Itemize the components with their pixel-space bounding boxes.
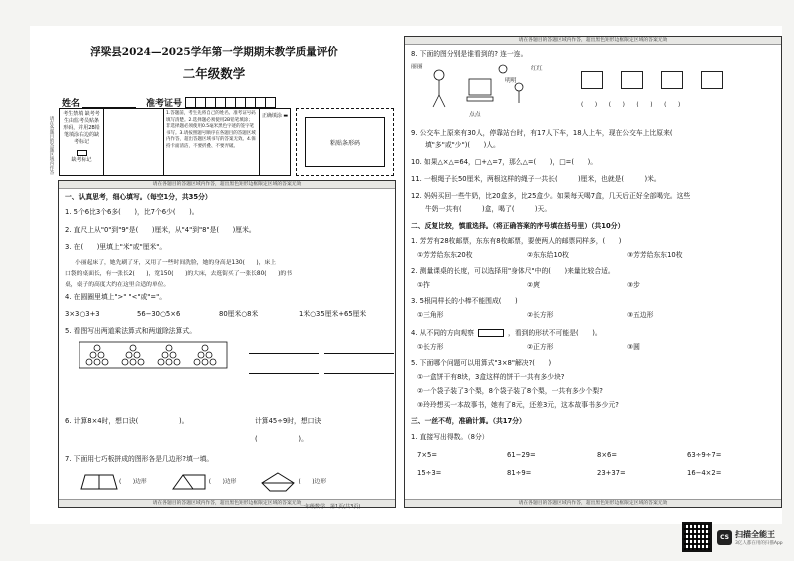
choice-2: 2. 测量课桌的长度，可以选择用"身体尺"中的( )来量比较合适。: [411, 267, 615, 275]
q10: 10. 如果△×△=64，□+△=7，那么△=( )，□=( )。: [411, 158, 598, 166]
kid-name: 丽丽: [411, 64, 423, 70]
match-slots[interactable]: ( ) ( ) ( ) ( ): [581, 102, 681, 108]
calc-item[interactable]: 81÷9=: [507, 469, 532, 477]
scanner-badge: [682, 522, 783, 552]
calc-item[interactable]: 15÷3=: [417, 469, 442, 477]
choice-4: 4. 从不同的方向观察 ，看到的形状不可能是( )。: [411, 329, 602, 337]
tangram-shape-2: [169, 471, 209, 493]
choice-2-opt[interactable]: ②庹: [527, 281, 540, 289]
choice-3-opt[interactable]: ①三角形: [417, 311, 444, 319]
badge-text: [735, 529, 783, 546]
tangram-row: [79, 471, 326, 493]
monitor-views: [581, 69, 741, 89]
choice-4-opt[interactable]: ③圆: [627, 343, 640, 351]
choice-4-opt[interactable]: ①长方形: [417, 343, 444, 351]
calc-item[interactable]: 7×5=: [417, 451, 438, 459]
choice-2-opt[interactable]: ①拃: [417, 281, 430, 289]
tangram-shape-3: [258, 471, 298, 493]
notice-missing: 考生禁填 缺考考生由监考员贴条形码，并用2B铅笔填涂右边的缺考标记 缺考标记: [60, 109, 104, 175]
calc-item[interactable]: 61−29=: [507, 451, 536, 459]
notice-barcode: [104, 109, 164, 175]
name-label: 姓名: [62, 99, 81, 109]
choice-4-opt[interactable]: ②正方形: [527, 343, 554, 351]
section-1: 一、认真思考，细心填写。（每空1分，共35分）: [65, 193, 212, 201]
box-shape-icon: [478, 329, 504, 337]
subject-title: 二年级数学: [182, 66, 246, 81]
calc-item[interactable]: 63÷9÷7=: [687, 451, 722, 459]
choice-3-opt[interactable]: ③五边形: [627, 311, 654, 319]
choice-2-opt[interactable]: ③步: [627, 281, 640, 289]
q2: 2. 直尺上从"0"到"9"是( )厘米，从"4"到"8"是( )厘米。: [65, 226, 256, 234]
badge-sub: 3亿人都在用的扫描App: [735, 540, 783, 546]
calc-item[interactable]: 23+37=: [597, 469, 626, 477]
choice-5-opt[interactable]: ③玲玲想买一本故事书，她有了8元，还差3元，这本故事书多少元?: [417, 401, 619, 409]
q5: 5. 看图写出两道乘法算式和两道除法算式。: [65, 327, 196, 335]
choice-1-opt[interactable]: ②东东给10枚: [527, 251, 569, 259]
section-2: 二、反复比较，慎重选择。（将正确答案的序号填在括号里）（共10分）: [411, 222, 625, 230]
tangram-item: ( )边形: [258, 471, 326, 493]
q1: 1. 5个6比3个6多( )，比7个6少( )。: [65, 208, 199, 216]
kid-name: 明明: [505, 78, 517, 84]
page-footer: 一年级数学 第1页(共3页): [300, 504, 361, 510]
id-box[interactable]: [265, 97, 276, 108]
missing-checkbox[interactable]: [77, 150, 87, 156]
q9b: 填"多"或"少")( )人。: [425, 141, 500, 149]
choice-5: 5. 下面哪个问题可以用算式"3×8"解决?( ): [411, 359, 552, 367]
q12b: 牛奶一共有( )盒，喝了( )天。: [425, 205, 552, 213]
tangram-item: ( )边形: [169, 471, 237, 493]
q6c: ( )。: [255, 435, 308, 443]
q12: 12. 妈妈买回一些牛奶，比20盒多，比25盒少。如果每天喝7盒，几天后正好全部喝完。这些: [411, 192, 691, 200]
fill-sample: 正确填涂 ▬: [261, 113, 289, 119]
answer-line[interactable]: [324, 353, 394, 354]
direct-calc: 1. 直接写出得数。（8分）: [411, 433, 489, 441]
answer-frame-left: [58, 180, 396, 508]
choice-1-opt[interactable]: ③芳芳给东东10枚: [627, 251, 683, 259]
q11: 11. 一根绳子长50厘米，两根这样的绳子一共长( )厘米，也就是( )米。: [411, 175, 661, 183]
left-column: [30, 26, 398, 524]
kid-name: 红红: [531, 66, 543, 72]
choice-1: 1. 芳芳有28枚邮票，东东有8枚邮票，要使两人的邮票同样多，( ): [411, 237, 622, 245]
q3-para-1: 小丽起床了，她先刷了牙，又用了一些时间洗脸，她的身高是130( )，床上: [75, 260, 277, 266]
qr-code: [682, 522, 712, 552]
answer-line[interactable]: [249, 373, 319, 374]
tangram-item: ( )边形: [79, 471, 147, 493]
q3: 3. 在( )里填上"米"或"厘米"。: [65, 243, 167, 251]
choice-1-opt[interactable]: ①芳芳给东东20枚: [417, 251, 473, 259]
notice-rules: 1.答题前，考生先将自己的姓名、准考证号码填写清楚。2.选择题必须使用2B铅笔填涂；非选择题必须使用0.5毫米黑色字迹的签字笔书写。3.请按照题号顺序在各题目的答题区域内作答，超出答题区域书写的答案无效。4.保持卡面清洁，不要折叠、不要弄破。: [164, 109, 260, 175]
q3-para-3: 桌，桌子的高度大约在这里合适的单位。: [65, 282, 170, 288]
choice-5-opt[interactable]: ②一个袋子装了3个梨，8个袋子装了8个梨，一共有多少个梨?: [417, 387, 603, 395]
q6b: 计算45÷9时，想口诀: [255, 417, 322, 425]
calc-item[interactable]: 8×6=: [597, 451, 618, 459]
fruit-groups-image: [79, 340, 229, 370]
q4-item: 1米○35厘米+65厘米: [299, 310, 367, 318]
q4-item: 80厘米○8米: [219, 310, 259, 318]
kids-computer-image: [419, 63, 539, 111]
answer-line[interactable]: [249, 353, 319, 354]
q4: 4. 在圆圈里填上">" "<"或"="。: [65, 293, 167, 301]
section-3: 三、一丝不苟，准确计算。（共17分）: [411, 417, 526, 425]
monitor-view-4: [701, 71, 723, 89]
monitor-view-1: [581, 71, 603, 89]
q3-para-2: 口袋的桌面长，有一张长2( )，宽150( )的大床，去逛街买了一张长80( )的书: [65, 271, 292, 277]
tangram-shape-1: [79, 471, 119, 493]
q6: 6. 计算8×4时，想口诀( )。: [65, 417, 189, 425]
q7: 7. 下面用七巧板拼成的图形各是几边形?填一填。: [65, 455, 214, 463]
notice-box: [59, 108, 291, 176]
band-top: 请在各题目的答题区域内作答，超出黑色矩形边框限定区域的答案无效: [59, 181, 395, 189]
band-bottom: 请在各题目的答题区域内作答，超出黑色矩形边框限定区域的答案无效: [59, 499, 395, 507]
band-bottom: 请在各题目的答题区域内作答，超出黑色矩形边框限定区域的答案无效: [405, 499, 781, 507]
exam-title: 浮梁县2024—2025学年第一学期期末教学质量评价: [90, 46, 338, 58]
id-label: 准考证号: [146, 99, 183, 109]
choice-3: 3. 5根同样长的小棒不能围成( ): [411, 297, 518, 305]
answer-frame-right: [404, 36, 782, 508]
q8: 8. 下面的图分别是谁看到的? 连一连。: [411, 50, 528, 58]
q4-item: 3×3○3+3: [65, 310, 100, 318]
exam-sheet: [30, 26, 782, 524]
choice-5-opt[interactable]: ①一盒饼干有8块，3盒这样的饼干一共有多少块?: [417, 373, 565, 381]
q4-item: 56−30○5×6: [137, 310, 181, 318]
q9: 9. 公交车上原来有30人，停靠站台时，有17人下车，18人上车，现在公交车上比原来(: [411, 129, 673, 137]
name-field[interactable]: [82, 98, 136, 108]
kid-name: 点点: [469, 112, 481, 118]
choice-3-opt[interactable]: ②长方形: [527, 311, 554, 319]
band-top: 请在各题目的答题区域内作答，超出黑色矩形边框限定区域的答案无效: [405, 37, 781, 45]
answer-line[interactable]: [324, 373, 394, 374]
paste-label: 粘贴条形码: [305, 117, 385, 167]
badge-name: 扫描全能王: [735, 529, 775, 539]
cs-logo-icon: CS: [717, 530, 732, 545]
barcode-area: [296, 108, 394, 176]
calc-item[interactable]: 16−4×2=: [687, 469, 722, 477]
side-note: 请在各题目的答题区域内作答: [49, 116, 54, 175]
monitor-view-3: [661, 71, 683, 89]
right-column: [404, 26, 782, 524]
monitor-view-2: [621, 71, 643, 89]
